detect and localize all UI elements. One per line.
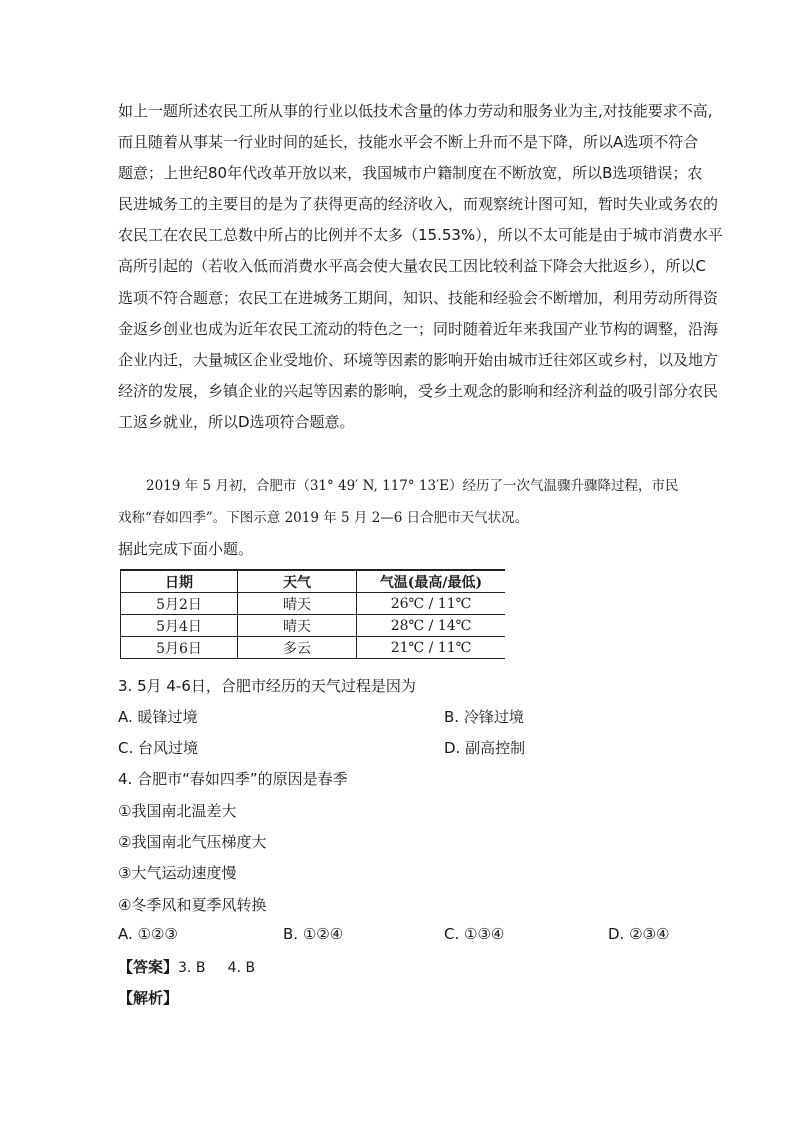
cell-weather: 晴天 bbox=[238, 593, 357, 615]
table-row bbox=[121, 637, 506, 659]
cell-weather: 多云 bbox=[238, 637, 357, 659]
q4-statement-1: ①我国南北温差大 bbox=[118, 802, 237, 820]
answer-label: 【答案】 bbox=[118, 958, 179, 976]
cell-date: 5月4日 bbox=[121, 615, 238, 637]
q4-option-a: A. ①②③ bbox=[118, 925, 178, 943]
prompt-text: 据此完成下面小题。 bbox=[118, 540, 254, 558]
explanation-line: 金返乡创业也成为近年农民工流动的特色之一；同时随着近年来我国产业节构的调整，沿海 bbox=[118, 319, 719, 338]
explanation-line: 如上一题所述农民工所从事的行业以低技术含量的体力劳动和服务业为主,对技能要求不高, bbox=[118, 102, 713, 120]
cell-temperature: 26℃ / 11℃ bbox=[357, 593, 506, 615]
header-weather: 天气 bbox=[238, 570, 357, 593]
weather-table bbox=[120, 569, 505, 659]
table-row bbox=[121, 593, 506, 615]
intro-line: 戏称“春如四季”。下图示意 2019 年 5 月 2—6 日合肥市天气状况。 bbox=[118, 510, 529, 526]
q3-option-d: D. 副高控制 bbox=[444, 739, 526, 757]
q3-option-a: A. 暖锋过境 bbox=[118, 708, 198, 726]
header-date: 日期 bbox=[121, 570, 238, 593]
cell-temperature: 28℃ / 14℃ bbox=[357, 615, 506, 637]
header-temperature: 气温(最高/最低) bbox=[357, 570, 506, 593]
explanation-line: 工返乡就业，所以D选项符合题意。 bbox=[118, 412, 355, 431]
explanation-line: 高所引起的（若收入低而消费水平高会使大量农民工因比较利益下降会大批返乡），所以C bbox=[118, 257, 706, 276]
q4-option-d: D. ②③④ bbox=[608, 925, 670, 943]
analysis-line bbox=[118, 987, 178, 1008]
explanation-paragraph bbox=[118, 96, 723, 438]
explanation-line: 农民工在农民工总数中所占的比例并不太多（15.53%），所以不太可能是由于城市消费水平 bbox=[118, 226, 723, 245]
answer-line bbox=[118, 956, 255, 977]
explanation-line: 选项不符合题意；农民工在进城务工期间，知识、技能和经验会不断增加，利用劳动所得资 bbox=[118, 288, 719, 307]
analysis-label: 【解析】 bbox=[118, 989, 179, 1007]
answer-text: 3. B 4. B bbox=[178, 960, 256, 976]
q3-option-c: C. 台风过境 bbox=[118, 739, 199, 757]
cell-weather: 晴天 bbox=[238, 615, 357, 637]
q4-option-c: C. ①③④ bbox=[444, 925, 505, 943]
explanation-line: 经济的发展，乡镇企业的兴起等因素的影响，受乡土观念的影响和经济利益的吸引部分农民 bbox=[118, 381, 719, 400]
cell-date: 5月6日 bbox=[121, 637, 238, 659]
explanation-line: 而且随着从事某一行业时间的延长，技能水平会不断上升而不是下降，所以A选项不符合 bbox=[118, 133, 699, 152]
table-row bbox=[121, 615, 506, 637]
q4-statement-3: ③大气运动速度慢 bbox=[118, 864, 237, 882]
explanation-line: 民进城务工的主要目的是为了获得更高的经济收入，而观察统计图可知，暂时失业或务农的 bbox=[118, 195, 719, 214]
explanation-line: 题意；上世纪80年代改革开放以来，我国城市户籍制度在不断放宽，所以B选项错误；农 bbox=[118, 164, 703, 183]
explanation-line: 企业内迁，大量城区企业受地价、环境等因素的影响开始由城市迁往郊区或乡村，以及地方 bbox=[118, 350, 719, 369]
q3-option-b: B. 冷锋过境 bbox=[444, 708, 524, 726]
question-3-stem: 3. 5月 4-6日，合肥市经历的天气过程是因为 bbox=[118, 677, 416, 695]
table-header-row bbox=[121, 570, 506, 593]
question-intro bbox=[118, 470, 698, 534]
intro-line: 2019 年 5 月初，合肥市（31° 49′ N, 117° 13′E）经历了一次气温骤升骤降过程，市民 bbox=[146, 478, 679, 494]
q4-option-b: B. ①②④ bbox=[283, 925, 344, 943]
cell-temperature: 21℃ / 11℃ bbox=[357, 637, 506, 659]
cell-date: 5月2日 bbox=[121, 593, 238, 615]
q4-statement-2: ②我国南北气压梯度大 bbox=[118, 833, 267, 851]
q4-statement-4: ④冬季风和夏季风转换 bbox=[118, 896, 267, 914]
question-4-stem: 4. 合肥市“春如四季”的原因是春季 bbox=[118, 770, 348, 788]
